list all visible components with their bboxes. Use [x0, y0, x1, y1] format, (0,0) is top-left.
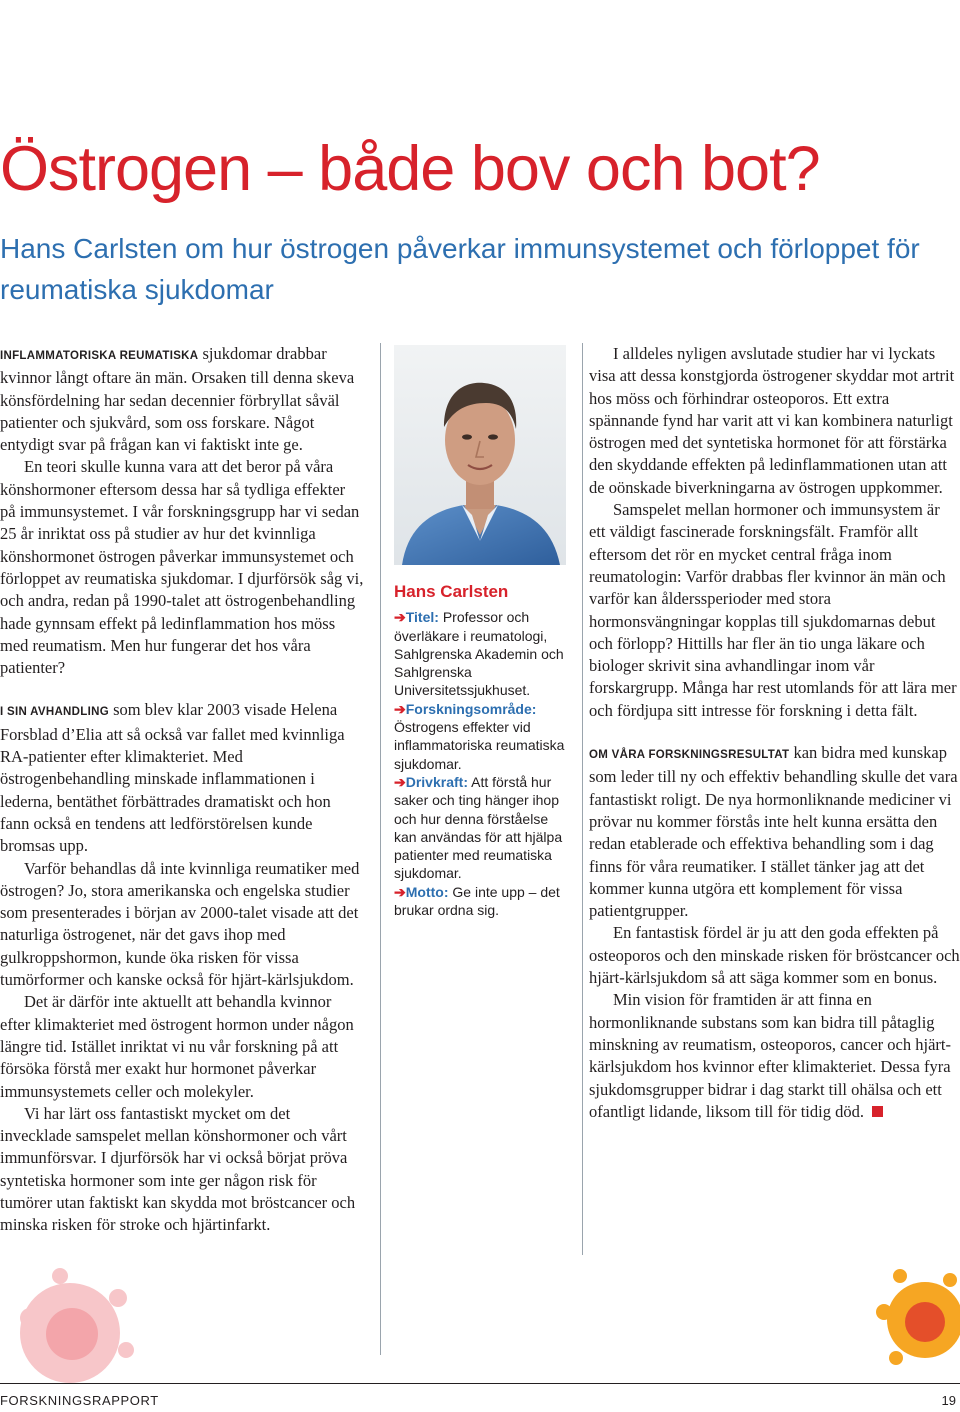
fact-text: Östrogens effekter vid inflammatoriska reumatiska sjukdomar.	[394, 719, 565, 772]
footer-section-name: FORSKNINGSRAPPORT	[0, 1393, 159, 1408]
fact-label: Forskningsområde:	[405, 700, 537, 717]
article-subtitle: Hans Carlsten om hur östrogen påverkar immunsystemet och förloppet för reumatiska sjukdomar	[0, 233, 920, 305]
fact-item-motto	[394, 883, 574, 920]
fact-label: Motto:	[405, 883, 449, 900]
page-number: 19	[941, 1393, 956, 1408]
paragraph: En teori skulle kunna vara att det beror på våra könshormoner eftersom dessa har så tydliga effekter på immunsystemet. I vår forskningsgrupp har vi sedan 25 år inriktat oss på studier av hur det kvinnliga könshormonet östrogen påverkar immunsystemet och förloppet av reumatiska sjukdomar. I djurförsök såg vi, och andra, redan på 1990-talet att östrogenbehandling hade gynnsam effekt på ledinflammation hos möss med reumatism. Men hur fungerar det hos våra patienter?	[0, 457, 364, 678]
paragraph-lead-in: I SIN AVHANDLING	[0, 706, 109, 719]
paragraph-lead-in: OM VÅRA FORSKNINGSRESULTAT	[589, 749, 790, 762]
cell-decoration-right	[870, 1262, 960, 1372]
fact-text: Att förstå hur saker och ting hänger ihop och hur denna förståelse kan användas för att hjälpa patienter med reumatiska sjukdomar.	[394, 773, 563, 882]
fact-text: Ge inte upp – det brukar ordna sig.	[394, 883, 560, 919]
arrow-right-icon: ➔	[394, 700, 406, 717]
fact-item-title	[394, 608, 574, 699]
fact-text: Professor och överläkare i reumatologi, Sahlgrenska Akademin och Sahlgrenska Universitetssjukhuset.	[394, 609, 564, 699]
paragraph: I alldeles nyligen avslutade studier har vi lyckats visa att dessa konstgjorda östrogener skyddar mot artrit hos möss och förhindrar osteoporos. Ett extra spännande fynd har varit att vi kan kombinera naturligt östrogen med det syntetiska hormonet för att förstärka den skyddande effekten på ledinflammationen utan att de oönskade biverkningarna av östrogen uppkommer.	[589, 344, 955, 497]
paragraph-text: som blev klar 2003 visade Helena Forsblad d’Elia att så också var fallet med kvinnliga RA-patienter efter klimakteriet. Med östrogenbehandling minskade inflammationen i lederna, bentäthet förbättrades dramatiskt och hon fann också en tendens att ledförstörelsen kunde bromsas upp.	[0, 700, 345, 856]
fact-label: Titel:	[405, 609, 439, 626]
footer-rule	[0, 1383, 960, 1384]
arrow-right-icon: ➔	[394, 609, 406, 626]
fact-label: Drivkraft:	[405, 773, 468, 790]
fact-item-research-area	[394, 700, 574, 773]
paragraph-text: Min vision för framtiden är att finna en hormonliknande substans som kan bidra till påtaglig minskning av reumatism, osteoporos, cancer och hjärt-kärlsjukdom hos kvinnor efter klimakteriet. Dessa fyra sjukdomsgrupper bidrar i dag starkt till ohälsa och ett ofantligt lidande, liksom till för tidig död.	[589, 990, 951, 1121]
paragraph: Det är därför inte aktuellt att behandla kvinnor efter klimakteriet med östrogent hormon under någon längre tid. Istället inriktat vi nu vår forskning på att försöka förstå mer exakt hur hormonet påverkar immunsystemets celler och molekyler.	[0, 992, 354, 1101]
fact-box	[394, 583, 574, 919]
paragraph: En fantastisk fördel är ju att den goda effekten på osteoporos och den minskade risken för bröstcancer och hjärt-kärlsjukdom så att säga kommer som en bonus.	[589, 923, 960, 988]
paragraph-text: sjukdomar drabbar kvinnor långt oftare än män. Orsaken till denna skeva könsfördelning har sedan decennier förbryllat såväl patienter och sjukvård, som oss forskare. Något entydigt svar på frågan kan vi faktiskt inte ge.	[0, 344, 355, 455]
column-divider	[582, 343, 583, 1255]
paragraph-lead-in: INFLAMMATORISKA REUMATISKA	[0, 350, 199, 362]
body-column-right	[589, 343, 960, 1123]
paragraph	[0, 699, 364, 857]
fact-item-drive	[394, 773, 574, 883]
end-mark-icon	[872, 1106, 883, 1117]
arrow-right-icon: ➔	[394, 883, 406, 900]
portrait-photo	[394, 345, 566, 565]
paragraph	[589, 742, 960, 922]
paragraph: Samspelet mellan hormoner och immunsystem är ett väldigt fascinerade forskningsfält. Framför allt eftersom det rör en mycket central fråga inom reumatologin: Varför drabbas fler kvinnor än män och varför kan ålderssperioder med stora hormonsvängningar kopplas till sjukdomarnas debut och förlopp? Hittills har fler än tio unga läkare och biologer skrivit sina avhandlingar inom vår forskargrupp. Många har rest utomlands för att lära mer och fördjupa sitt intresse för forskning i detta fält.	[589, 500, 957, 720]
paragraph: Vi har lärt oss fantastiskt mycket om det invecklade samspelet mellan könshormoner och vårt immunförsvar. I djurförsök har vi också börjat pröva syntetiska hormoner som inte ger någon risk för tumörer utan faktiskt kan skydda mot bröstcancer och minska risken för stroke och hjärtinfarkt.	[0, 1103, 356, 1235]
paragraph-text: kan bidra med kunskap som leder till ny och effektiv behandling skulle det vara fantastiskt roligt. De nya hormonliknande mediciner vi prövar nu kommer förstås inte helt kunna ersätta den redan etablerade och effektiva behandling som i dag finns för våra reumatiker. I stället tänker jag att det kommer kunna utgöra ett komplement för vissa patientgrupper.	[589, 743, 958, 921]
column-divider	[380, 343, 381, 1355]
paragraph	[589, 989, 960, 1123]
paragraph	[0, 343, 364, 456]
cell-decoration-left	[0, 1258, 190, 1383]
article-title: Östrogen – både bov och bot?	[0, 134, 820, 204]
body-column-left	[0, 343, 364, 1237]
arrow-right-icon: ➔	[394, 773, 406, 790]
fact-box-name: Hans Carlsten	[394, 582, 509, 601]
paragraph: Varför behandlas då inte kvinnliga reumatiker med östrogen? Jo, stora amerikanska och engelska studier som presenterades i början av 2000-talet visade att det naturliga östrogenet, när det gavs ihop med gulkroppshormon, kunde öka risken för vissa tumörformer och kanske också för hjärt-kärlsjukdom.	[0, 858, 360, 990]
